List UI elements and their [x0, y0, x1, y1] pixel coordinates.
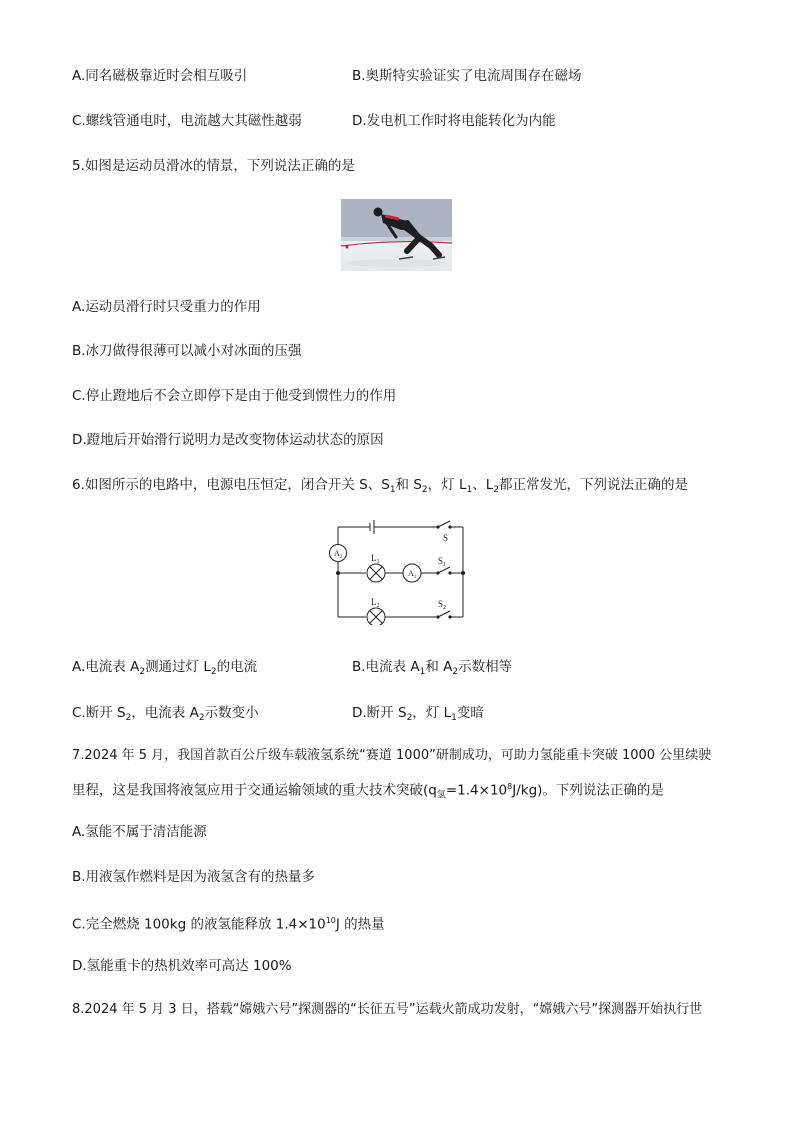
- label-l2: $L_2$: [371, 597, 380, 609]
- q6-option-d: D.断开 $S_2$，灯 $L_1$变暗: [352, 705, 484, 723]
- q7-stem-line2: 里程，这是我国将液氢应用于交通运输领域的重大技术突破$(q_氢=1.4\times 10^8J/kg)$。下列说法正确的是: [72, 782, 664, 801]
- q6-option-b: B.电流表 $A_1$和 $A_2$示数相等: [352, 659, 513, 677]
- q7-option-c: C.完全燃烧 100kg 的液氢能释放 $1.4\times 10^{10}J$ 的热量: [72, 916, 385, 933]
- q4-option-c: C.螺线管通电时，电流越大其磁性越弱: [72, 113, 302, 129]
- q5-option-d: D.蹬地后开始滑行说明力是改变物体运动状态的原因: [72, 432, 384, 448]
- q7-option-a: A.氢能不属于清洁能源: [72, 824, 207, 840]
- q5-option-a: A.运动员滑行时只受重力的作用: [72, 299, 261, 315]
- label-a2: $A_2$: [334, 549, 343, 560]
- label-a1: $A_1$: [408, 569, 417, 580]
- q4-option-d: D.发电机工作时将电能转化为内能: [352, 113, 556, 129]
- q6-option-c: C.断开 $S_2$，电流表 $A_2$示数变小: [72, 705, 259, 723]
- label-l1: $L_1$: [371, 553, 380, 565]
- q7-option-d: D.氢能重卡的热机效率可高达 100%: [72, 958, 292, 974]
- skater-figure: [341, 199, 452, 271]
- q7-option-b: B.用液氢作燃料是因为液氢含有的热量多: [72, 869, 316, 885]
- circuit-diagram: [326, 517, 476, 625]
- label-s: S: [443, 533, 449, 543]
- q5-option-c: C.停止蹬地后不会立即停下是由于他受到惯性力的作用: [72, 388, 397, 404]
- q5-option-b: B.冰刀做得很薄可以减小对冰面的压强: [72, 343, 302, 359]
- q5-stem: 5.如图是运动员滑冰的情景，下列说法正确的是: [72, 158, 355, 174]
- label-s1: $S_1$: [438, 556, 447, 568]
- q4-option-a: A.同名磁极靠近时会相互吸引: [72, 68, 248, 84]
- q4-option-b: B.奥斯特实验证实了电流周围存在磁场: [352, 68, 582, 84]
- label-s2: $S_2$: [438, 599, 447, 611]
- q7-stem-line1: 7.2024 年 5 月，我国首款百公斤级车载液氢系统“赛道 1000”研制成功，可助力氢能重卡突破 1000 公里续驶: [72, 748, 712, 763]
- skater-photo: [341, 199, 452, 271]
- q6-option-a: A.电流表 $A_2$测通过灯 $L_2$的电流: [72, 659, 258, 677]
- q8-stem-line1: 8.2024 年 5 月 3 日，搭载“嫦娥六号”探测器的“长征五号”运载火箭成功发射，“嫦娥六号”探测器开始执行世: [72, 1002, 703, 1017]
- q6-stem: 6.如图所示的电路中，电源电压恒定，闭合开关 S、$S_1$和 $S_2$，灯 $L_1$、$L_2$都正常发光，下列说法正确的是: [72, 477, 688, 495]
